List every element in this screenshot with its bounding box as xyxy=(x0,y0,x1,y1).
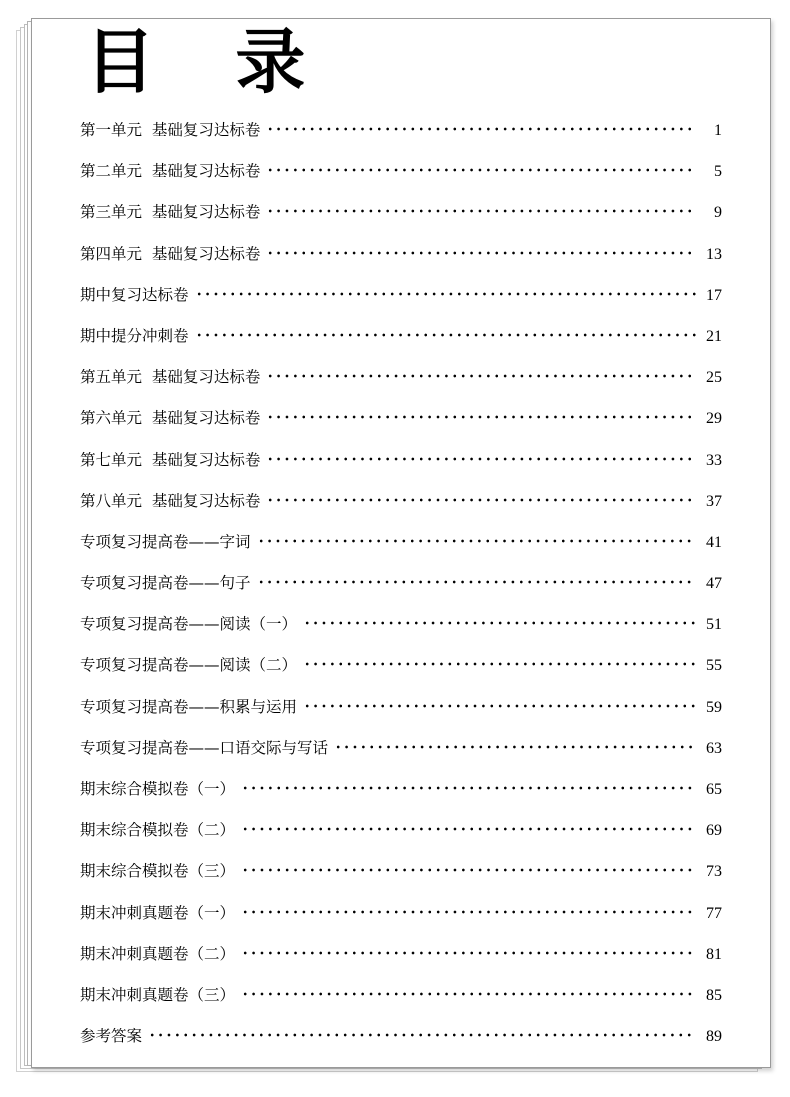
toc-entry[interactable] xyxy=(80,205,722,246)
dot-leader xyxy=(257,538,696,544)
toc-entry-page-number: 13 xyxy=(706,245,722,263)
toc-entry[interactable] xyxy=(80,411,722,452)
toc-entry-title: 参考答案 xyxy=(80,1027,143,1046)
toc-entry-title: 专项复习提高卷——阅读（一） xyxy=(80,615,298,634)
toc-entry[interactable] xyxy=(80,123,722,164)
toc-entry[interactable] xyxy=(80,823,722,864)
toc-entry-title: 第八单元 基础复习达标卷 xyxy=(80,491,261,510)
dot-leader xyxy=(195,291,696,297)
toc-entry-title: 期末冲刺真题卷（三） xyxy=(80,985,236,1004)
toc-entry-page-number: 55 xyxy=(706,657,722,675)
toc-entry-title: 第六单元 基础复习达标卷 xyxy=(80,409,261,428)
dot-leader xyxy=(303,703,696,709)
toc-entry-page-number: 17 xyxy=(706,286,722,304)
toc-entry[interactable] xyxy=(80,903,722,947)
toc-entry-title: 专项复习提高卷——句子 xyxy=(80,574,251,593)
toc-entry-page-number: 77 xyxy=(706,904,722,922)
toc-entry[interactable] xyxy=(80,985,722,1029)
dot-leader xyxy=(266,497,696,503)
toc-entry-title: 专项复习提高卷——阅读（二） xyxy=(80,656,298,675)
toc-entry[interactable] xyxy=(80,370,722,411)
page-title: 目 录 xyxy=(85,21,334,103)
toc-entry-title: 第一单元 基础复习达标卷 xyxy=(80,121,261,139)
toc-entry[interactable] xyxy=(80,697,722,741)
dot-leader xyxy=(334,744,696,750)
dot-leader xyxy=(241,950,696,956)
toc-entry-title: 期末综合模拟卷（三） xyxy=(80,862,236,881)
dot-leader xyxy=(241,867,696,873)
toc-entry-title: 期中复习达标卷 xyxy=(80,285,189,304)
toc-entry-title: 期末综合模拟卷（二） xyxy=(80,821,236,840)
toc-entry-page-number: 21 xyxy=(706,327,722,345)
toc-entry[interactable] xyxy=(80,944,722,988)
toc-entry[interactable] xyxy=(80,450,722,494)
toc-entry-title: 期末综合模拟卷（一） xyxy=(80,780,236,798)
toc-entry[interactable] xyxy=(80,864,722,905)
toc-entry[interactable] xyxy=(80,285,722,329)
toc-entry[interactable] xyxy=(80,491,722,535)
toc-entry[interactable] xyxy=(80,244,722,288)
toc-entry-page-number: 51 xyxy=(706,616,722,634)
toc-entry-page-number: 41 xyxy=(706,533,722,551)
toc-entry-title: 第二单元 基础复习达标卷 xyxy=(80,162,261,181)
toc-entry-page-number: 1 xyxy=(714,122,722,139)
dot-leader xyxy=(241,826,696,832)
toc-entry-page-number: 89 xyxy=(706,1028,722,1046)
toc-entry-page-number: 65 xyxy=(706,781,722,798)
toc-entry-page-number: 5 xyxy=(714,163,722,181)
toc-entry-title: 第七单元 基础复习达标卷 xyxy=(80,450,261,469)
dot-leader xyxy=(195,332,696,338)
dot-leader xyxy=(303,661,696,667)
dot-leader xyxy=(303,620,696,626)
toc-entry[interactable] xyxy=(80,532,722,576)
toc-entry-page-number: 47 xyxy=(706,575,722,593)
toc-entry-page-number: 29 xyxy=(706,410,722,428)
toc-entry-title: 第三单元 基础复习达标卷 xyxy=(80,203,261,222)
toc-entry-page-number: 63 xyxy=(706,739,722,757)
toc-entry[interactable] xyxy=(80,782,722,823)
toc-entry-page-number: 33 xyxy=(706,451,722,469)
dot-leader xyxy=(266,208,696,214)
toc-entry-title: 第四单元 基础复习达标卷 xyxy=(80,244,261,263)
toc-entry-title: 期中提分冲刺卷 xyxy=(80,326,189,345)
dot-leader xyxy=(266,126,696,132)
toc-entry[interactable] xyxy=(80,738,722,782)
toc-entry[interactable] xyxy=(80,658,722,699)
toc-entry-title: 专项复习提高卷——口语交际与写话 xyxy=(80,738,329,757)
toc-entry-title: 专项复习提高卷——字词 xyxy=(80,532,251,551)
toc-entry[interactable] xyxy=(80,1029,722,1070)
table-of-contents xyxy=(80,123,722,1070)
dot-leader xyxy=(266,250,696,256)
dot-leader xyxy=(241,785,696,791)
toc-entry-title: 第五单元 基础复习达标卷 xyxy=(80,368,261,387)
toc-entry-page-number: 73 xyxy=(706,863,722,881)
toc-entry[interactable] xyxy=(80,326,722,370)
dot-leader xyxy=(266,373,696,379)
toc-entry-page-number: 37 xyxy=(706,492,722,510)
toc-entry[interactable] xyxy=(80,576,722,617)
dot-leader xyxy=(241,909,696,915)
toc-entry-page-number: 81 xyxy=(706,945,722,963)
dot-leader xyxy=(266,167,696,173)
toc-entry-page-number: 69 xyxy=(706,822,722,840)
toc-entry-page-number: 25 xyxy=(706,369,722,387)
dot-leader xyxy=(257,579,696,585)
toc-entry-title: 期末冲刺真题卷（一） xyxy=(80,903,236,922)
dot-leader xyxy=(266,456,696,462)
toc-entry-title: 专项复习提高卷——积累与运用 xyxy=(80,697,298,716)
toc-entry-page-number: 9 xyxy=(714,204,722,222)
toc-entry[interactable] xyxy=(80,617,722,658)
toc-entry[interactable] xyxy=(80,164,722,205)
toc-entry-title: 期末冲刺真题卷（二） xyxy=(80,944,236,963)
dot-leader xyxy=(241,991,696,997)
toc-entry-page-number: 59 xyxy=(706,698,722,716)
dot-leader xyxy=(266,414,696,420)
contents-page xyxy=(31,18,771,1068)
toc-entry-page-number: 85 xyxy=(706,986,722,1004)
dot-leader xyxy=(148,1032,696,1038)
